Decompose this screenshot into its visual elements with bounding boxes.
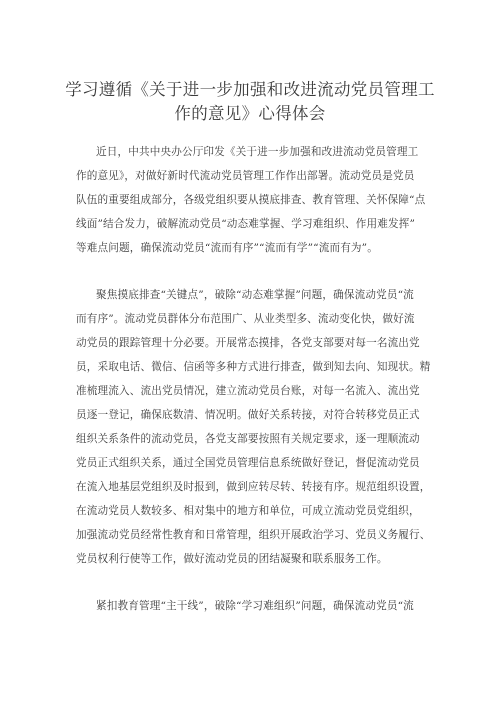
- paragraph-2-line: 而有序”。流动党员群体分布范围广、从业类型多、流动变化快，做好流: [76, 313, 415, 325]
- paragraph-2-line: 党员权利行使等工作，做好流动党员的团结凝聚和联系服务工作。: [76, 553, 388, 565]
- paragraph-2-line: 加强流动党员经常性教育和日常管理，组织开展政治学习、党员义务履行、: [76, 529, 431, 541]
- document-title-line-2: 作的意见》心得体会: [174, 104, 326, 123]
- paragraph-2-line: 在流入地基层党组织及时报到，做到应转尽转、转接有序。规范组织设置，: [76, 481, 431, 493]
- paragraph-3-line: 紧扣教育管理“主干线”，破除“学习难组织”问题，确保流动党员“流: [96, 600, 414, 612]
- document-title-line-1: 学习遵循《关于进一步加强和改进流动党员管理工: [65, 80, 435, 99]
- paragraph-1-line: 线面”结合发力，破解流动党员“动态难掌握、学习难组织、作用难发挥”: [76, 218, 416, 230]
- paragraph-2-line: 准梳理流入、流出党员情况，建立流动党员台账，对每一名流入、流出党: [76, 385, 420, 397]
- paragraph-1-line: 作的意见》，对做好新时代流动党员管理工作作出部署。流动党员是党员: [76, 170, 415, 182]
- paragraph-1-line: 队伍的重要组成部分，各级党组织要从摸底排查、教育管理、关怀保障“点: [76, 194, 426, 206]
- paragraph-2-line: 员，采取电话、微信、信函等多种方式进行排查，做到知去向、知现状。精: [76, 361, 431, 373]
- paragraph-1-line: 近日，中共中央办公厅印发《关于进一步加强和改进流动党员管理工: [96, 146, 419, 158]
- paragraph-1-line: 等难点问题，确保流动党员“流而有序”“流而有学”“流而有为”。: [76, 242, 378, 254]
- paragraph-2-line: 党员正式组织关系，通过全国党员管理信息系统做好登记，督促流动党员: [76, 457, 420, 469]
- paragraph-2-line: 在流动党员人数较多、相对集中的地方和单位，可成立流动党员党组织，: [76, 505, 420, 517]
- paragraph-2-line: 组织关系条件的流动党员，各党支部要按照有关规定要求，逐一理顺流动: [76, 433, 420, 445]
- paragraph-2-line: 聚焦摸底排查“关键点”，破除“动态难掌握”问题，确保流动党员“流: [96, 289, 414, 301]
- paragraph-2-line: 员逐一登记，确保底数清、情况明。做好关系转接，对符合转移党员正式: [76, 409, 420, 421]
- paragraph-2-line: 动党员的跟踪管理十分必要。开展常态摸排，各党支部要对每一名流出党: [76, 337, 420, 349]
